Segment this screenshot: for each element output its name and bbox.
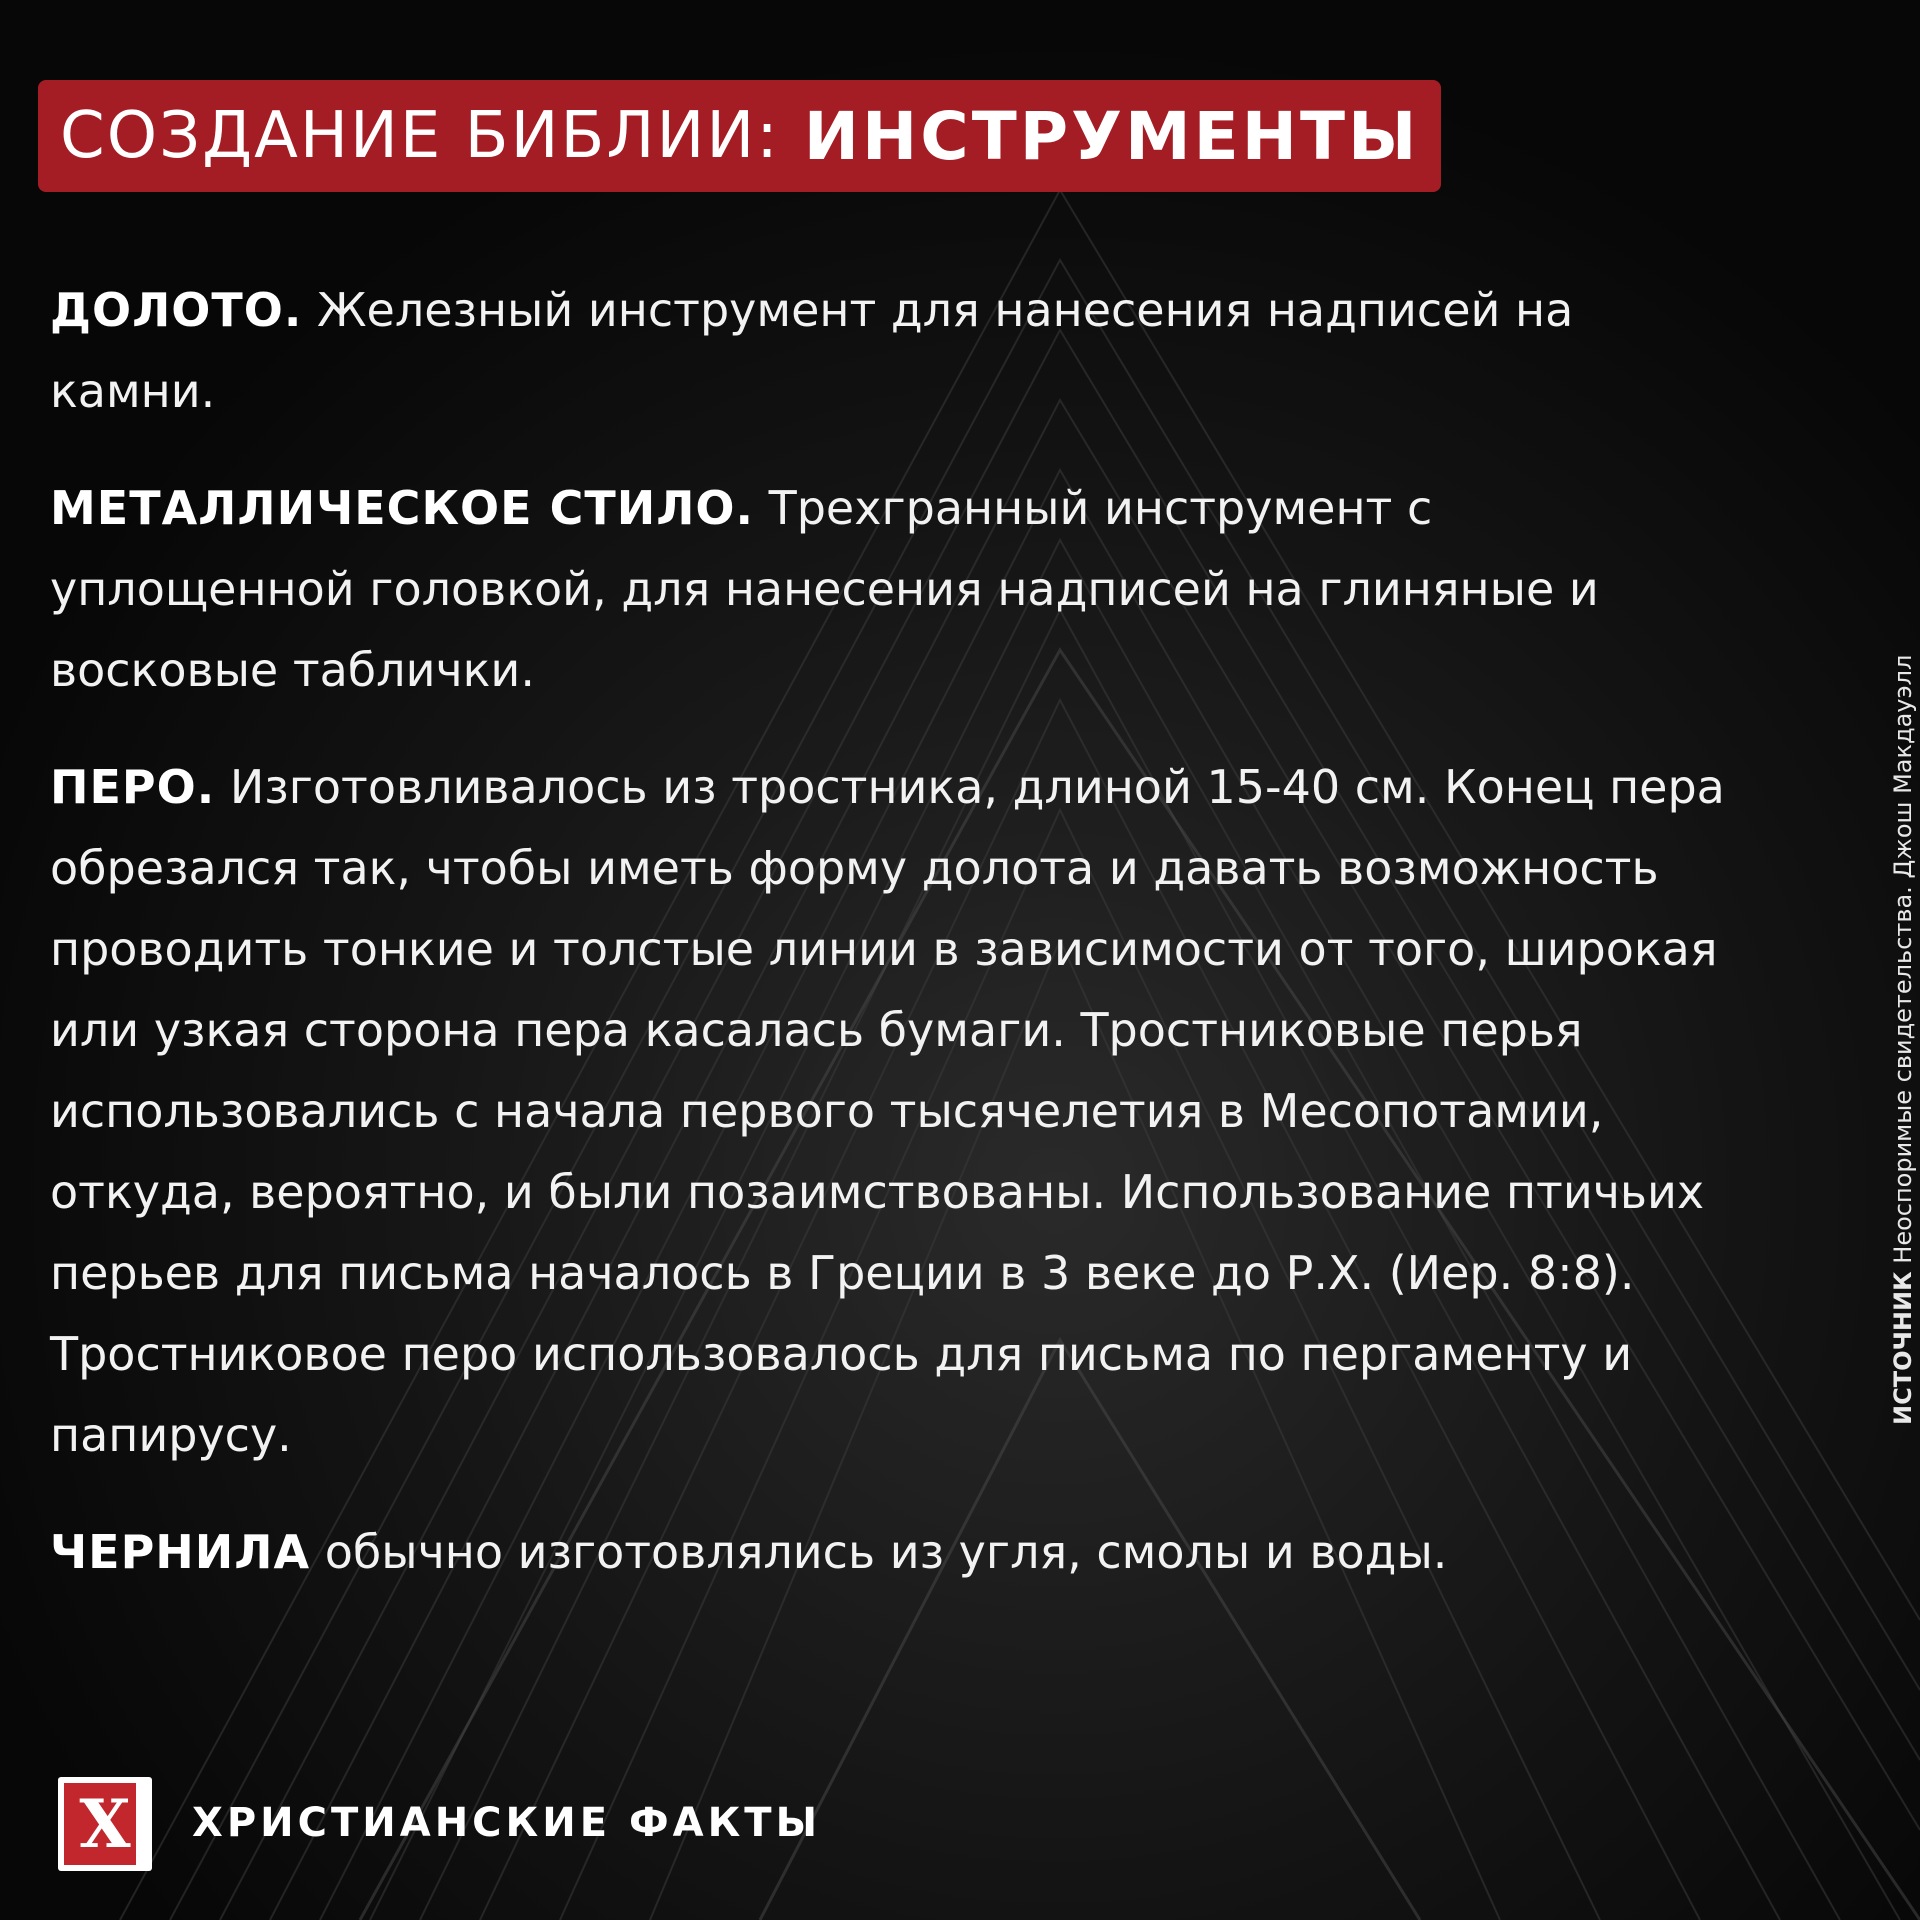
title-prefix: СОЗДАНИЕ БИБЛИИ: [60, 99, 780, 173]
brand-name: ХРИСТИАНСКИЕ ФАКТЫ [192, 1800, 822, 1846]
paragraph-ink [50, 1512, 1740, 1593]
logo-letter: X [79, 1785, 131, 1863]
paragraph-chisel [50, 270, 1740, 432]
text-pen: Изготовливалось из тростника, длиной 15-40 см. Конец пера обрезался так, чтобы иметь форму долота и давать возможность проводить тонкие и толстые линии в зависимости от того, широкая или узкая сторона пера касалась бумаги. Тростниковые перья использовались с начала первого тысячелетия в Месопотамии, откуда, вероятно, и были позаимствованы. Использование птичьих перьев для письма началось в Греции в 3 веке до Р.Х. (Иер. 8:8). Тростниковое перо использовалось для письма по пергаменту и папирусу. [50, 760, 1725, 1462]
text-ink: обычно изготовлялись из угля, смолы и воды. [310, 1525, 1448, 1579]
paragraph-stylus [50, 468, 1740, 711]
source-label: ИСТОЧНИК [1889, 1271, 1917, 1425]
x-logo-icon [58, 1777, 152, 1871]
source-text: Неоспоримые свидетельства. Джош Макдауэлл [1889, 654, 1917, 1272]
text-stylus: Трехгранный инструмент с уплощенной головкой, для нанесения надписей на глиняные и восковые таблички. [50, 481, 1599, 697]
term-pen: ПЕРО. [50, 760, 216, 814]
source-credit [1889, 655, 1917, 1425]
title-banner [38, 80, 1441, 192]
text-chisel: Железный инструмент для нанесения надписей на камни. [50, 283, 1574, 418]
title-main: ИНСТРУМЕНТЫ [803, 97, 1420, 175]
term-stylus: МЕТАЛЛИЧЕСКОЕ СТИЛО. [50, 481, 755, 535]
term-chisel: ДОЛОТО. [50, 283, 303, 337]
term-ink: ЧЕРНИЛА [50, 1525, 311, 1579]
paragraph-pen [50, 747, 1740, 1476]
content-body [50, 270, 1740, 1629]
logo-stripe [136, 1783, 146, 1865]
